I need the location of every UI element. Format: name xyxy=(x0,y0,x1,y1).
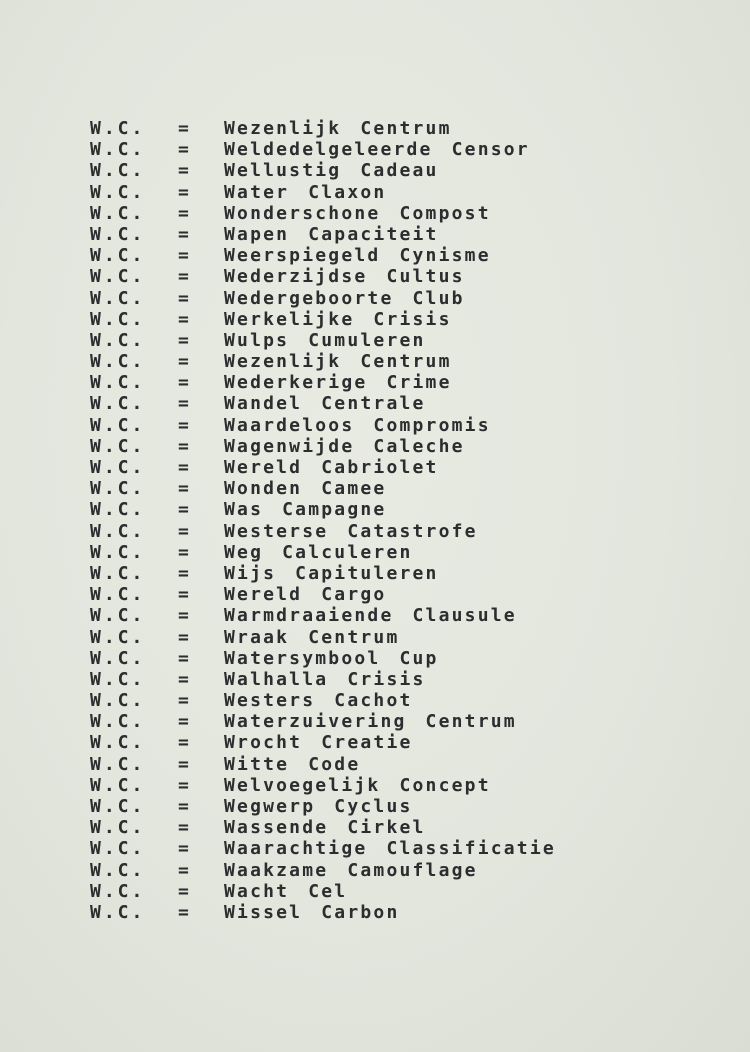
list-item xyxy=(90,457,556,478)
abbreviation-label: W.C. xyxy=(90,732,146,754)
abbreviation-label: W.C. xyxy=(90,520,146,542)
meaning-text: Walhalla Crisis xyxy=(224,668,426,690)
equals-sign: = xyxy=(178,584,189,606)
list-item xyxy=(90,309,556,330)
meaning-text: Werkelijke Crisis xyxy=(224,308,452,330)
equals-sign: = xyxy=(178,351,189,373)
meaning-text: Wulps Cumuleren xyxy=(224,329,426,351)
list-item xyxy=(90,584,556,605)
abbreviation-label: W.C. xyxy=(90,223,146,245)
meaning-text: Wezenlijk Centrum xyxy=(224,118,452,139)
meaning-text: Weerspiegeld Cynisme xyxy=(224,245,491,267)
list-item xyxy=(90,817,556,838)
list-item xyxy=(90,754,556,775)
list-item xyxy=(90,139,556,160)
meaning-text: Wereld Cargo xyxy=(224,584,387,606)
equals-sign: = xyxy=(178,223,189,245)
meaning-text: Wegwerp Cyclus xyxy=(224,796,413,817)
equals-sign: = xyxy=(178,711,189,733)
meaning-text: Wellustig Cadeau xyxy=(224,160,439,182)
abbreviation-label: W.C. xyxy=(90,351,146,373)
equals-sign: = xyxy=(178,202,189,224)
list-item xyxy=(90,478,556,499)
equals-sign: = xyxy=(178,732,189,754)
abbreviation-label: W.C. xyxy=(90,414,146,436)
abbreviation-label: W.C. xyxy=(90,329,146,351)
list-item xyxy=(90,245,556,266)
equals-sign: = xyxy=(178,647,189,669)
abbreviation-label: W.C. xyxy=(90,181,146,203)
equals-sign: = xyxy=(178,668,189,690)
list-item xyxy=(90,881,556,902)
equals-sign: = xyxy=(178,181,189,203)
equals-sign: = xyxy=(178,690,189,712)
abbreviation-label: W.C. xyxy=(90,605,146,627)
abbreviation-label: W.C. xyxy=(90,880,146,902)
equals-sign: = xyxy=(178,372,189,394)
list-item xyxy=(90,393,556,414)
equals-sign: = xyxy=(178,499,189,521)
list-item xyxy=(90,542,556,563)
equals-sign: = xyxy=(178,753,189,775)
equals-sign: = xyxy=(178,796,189,817)
list-item xyxy=(90,860,556,881)
equals-sign: = xyxy=(178,901,189,923)
meaning-text: Weg Calculeren xyxy=(224,541,413,563)
equals-sign: = xyxy=(178,393,189,415)
list-item xyxy=(90,436,556,457)
abbreviation-label: W.C. xyxy=(90,457,146,478)
abbreviation-label: W.C. xyxy=(90,796,146,817)
meaning-text: Wonden Camee xyxy=(224,478,387,500)
equals-sign: = xyxy=(178,414,189,436)
abbreviation-label: W.C. xyxy=(90,499,146,521)
meaning-text: Wereld Cabriolet xyxy=(224,457,439,478)
abbreviation-label: W.C. xyxy=(90,584,146,606)
abbreviation-label: W.C. xyxy=(90,838,146,860)
meaning-text: Wederkerige Crime xyxy=(224,372,452,394)
meaning-text: Wagenwijde Caleche xyxy=(224,435,465,457)
meaning-text: Waardeloos Compromis xyxy=(224,414,491,436)
list-item xyxy=(90,203,556,224)
list-item xyxy=(90,690,556,711)
list-item xyxy=(90,732,556,753)
abbreviation-label: W.C. xyxy=(90,541,146,563)
list-item xyxy=(90,711,556,732)
abbreviation-label: W.C. xyxy=(90,711,146,733)
list-item xyxy=(90,118,556,139)
equals-sign: = xyxy=(178,139,189,161)
equals-sign: = xyxy=(178,308,189,330)
meaning-text: Watersymbool Cup xyxy=(224,647,439,669)
list-item xyxy=(90,266,556,287)
list-item xyxy=(90,838,556,859)
equals-sign: = xyxy=(178,478,189,500)
equals-sign: = xyxy=(178,118,189,139)
equals-sign: = xyxy=(178,160,189,182)
meaning-text: Witte Code xyxy=(224,753,361,775)
meaning-text: Water Claxon xyxy=(224,181,387,203)
list-item xyxy=(90,627,556,648)
list-item xyxy=(90,160,556,181)
meaning-text: Westerse Catastrofe xyxy=(224,520,478,542)
abbreviation-label: W.C. xyxy=(90,372,146,394)
meaning-text: Wraak Centrum xyxy=(224,626,400,648)
list-item xyxy=(90,669,556,690)
meaning-text: Westers Cachot xyxy=(224,690,413,712)
list-item xyxy=(90,415,556,436)
abbreviation-label: W.C. xyxy=(90,817,146,839)
abbreviation-label: W.C. xyxy=(90,753,146,775)
meaning-text: Wassende Cirkel xyxy=(224,817,426,839)
meaning-text: Warmdraaiende Clausule xyxy=(224,605,517,627)
list-item xyxy=(90,182,556,203)
list-item xyxy=(90,563,556,584)
abbreviation-label: W.C. xyxy=(90,478,146,500)
abbreviation-label: W.C. xyxy=(90,647,146,669)
abbreviation-label: W.C. xyxy=(90,626,146,648)
meaning-text: Wacht Cel xyxy=(224,880,348,902)
equals-sign: = xyxy=(178,266,189,288)
equals-sign: = xyxy=(178,838,189,860)
list-item xyxy=(90,796,556,817)
equals-sign: = xyxy=(178,626,189,648)
meaning-text: Wandel Centrale xyxy=(224,393,426,415)
meaning-text: Was Campagne xyxy=(224,499,387,521)
abbreviation-label: W.C. xyxy=(90,562,146,584)
equals-sign: = xyxy=(178,245,189,267)
abbreviation-list xyxy=(90,118,556,923)
abbreviation-label: W.C. xyxy=(90,393,146,415)
abbreviation-label: W.C. xyxy=(90,266,146,288)
list-item xyxy=(90,288,556,309)
equals-sign: = xyxy=(178,435,189,457)
abbreviation-label: W.C. xyxy=(90,160,146,182)
list-item xyxy=(90,648,556,669)
abbreviation-label: W.C. xyxy=(90,774,146,796)
equals-sign: = xyxy=(178,541,189,563)
meaning-text: Wonderschone Compost xyxy=(224,202,491,224)
list-item xyxy=(90,775,556,796)
abbreviation-label: W.C. xyxy=(90,139,146,161)
equals-sign: = xyxy=(178,817,189,839)
meaning-text: Waterzuivering Centrum xyxy=(224,711,517,733)
meaning-text: Welvoegelijk Concept xyxy=(224,774,491,796)
meaning-text: Waarachtige Classificatie xyxy=(224,838,556,860)
abbreviation-label: W.C. xyxy=(90,690,146,712)
list-item xyxy=(90,902,556,923)
equals-sign: = xyxy=(178,520,189,542)
equals-sign: = xyxy=(178,605,189,627)
meaning-text: Waakzame Camouflage xyxy=(224,859,478,881)
meaning-text: Wrocht Creatie xyxy=(224,732,413,754)
abbreviation-label: W.C. xyxy=(90,435,146,457)
list-item xyxy=(90,330,556,351)
equals-sign: = xyxy=(178,562,189,584)
meaning-text: Wapen Capaciteit xyxy=(224,223,439,245)
list-item xyxy=(90,351,556,372)
meaning-text: Wedergeboorte Club xyxy=(224,287,465,309)
abbreviation-label: W.C. xyxy=(90,901,146,923)
list-item xyxy=(90,499,556,520)
abbreviation-label: W.C. xyxy=(90,245,146,267)
equals-sign: = xyxy=(178,859,189,881)
meaning-text: Wijs Capituleren xyxy=(224,562,439,584)
equals-sign: = xyxy=(178,774,189,796)
list-item xyxy=(90,521,556,542)
abbreviation-label: W.C. xyxy=(90,308,146,330)
equals-sign: = xyxy=(178,287,189,309)
equals-sign: = xyxy=(178,457,189,478)
meaning-text: Wezenlijk Centrum xyxy=(224,351,452,373)
abbreviation-label: W.C. xyxy=(90,668,146,690)
meaning-text: Wissel Carbon xyxy=(224,901,400,923)
abbreviation-label: W.C. xyxy=(90,202,146,224)
meaning-text: Wederzijdse Cultus xyxy=(224,266,465,288)
list-item xyxy=(90,224,556,245)
abbreviation-label: W.C. xyxy=(90,118,146,139)
meaning-text: Weldedelgeleerde Censor xyxy=(224,139,530,161)
equals-sign: = xyxy=(178,880,189,902)
equals-sign: = xyxy=(178,329,189,351)
list-item xyxy=(90,372,556,393)
abbreviation-label: W.C. xyxy=(90,859,146,881)
list-item xyxy=(90,605,556,626)
abbreviation-label: W.C. xyxy=(90,287,146,309)
